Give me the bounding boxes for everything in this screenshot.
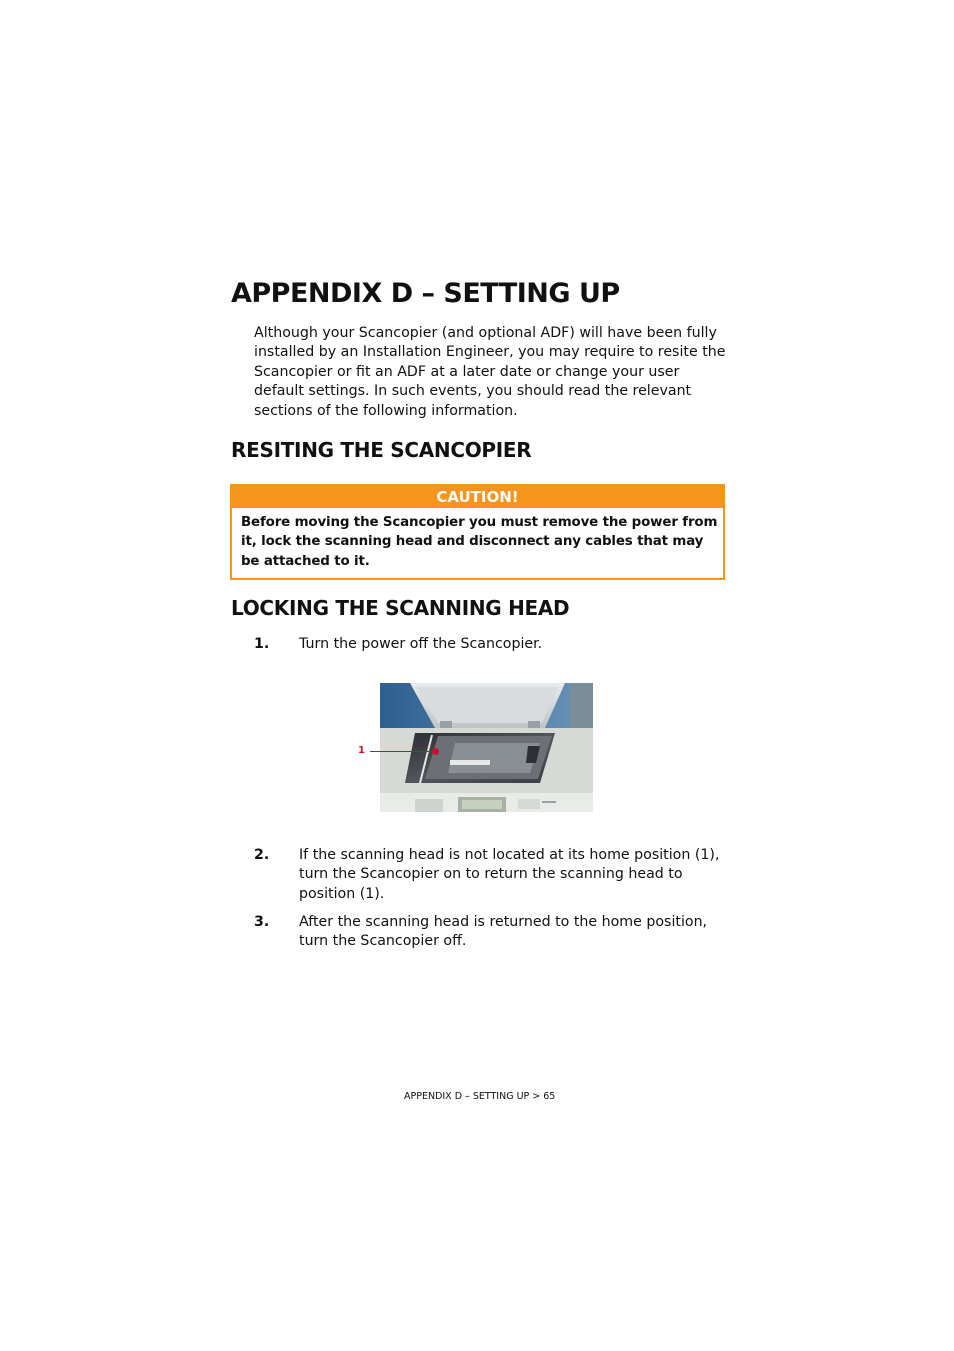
step-text: Turn the power off the Scancopier. (299, 636, 543, 652)
step-number: 1. (254, 636, 270, 652)
page-footer: APPENDIX D – SETTING UP > 65 (404, 1091, 556, 1102)
step-text: After the scanning head is returned to the home position, turn the Scancopier off. (299, 914, 708, 950)
callout-number: 1 (358, 745, 365, 756)
step-number: 3. (254, 914, 270, 930)
step-number: 2. (254, 847, 270, 863)
caution-text: Before moving the Scancopier you must remove the power from it, lock the scanning head and disconnect any cables that may be attached to it. (241, 515, 718, 569)
section-heading-resiting: RESITING THE SCANCOPIER (231, 438, 532, 462)
page-title: APPENDIX D – SETTING UP (231, 278, 620, 309)
caution-box (230, 484, 725, 580)
scanner-photo (380, 683, 593, 812)
callout-dot (432, 748, 439, 755)
intro-paragraph: Although your Scancopier (and optional ADF) will have been fully installed by an Installation Engineer, you may require to resite the Scancopier or fit an ADF at a later date or change your user default settings. In such events, you should read the relevant sections of the following information. (254, 325, 726, 419)
step-text: If the scanning head is not located at its home position (1), turn the Scancopier on to return the scanning head to position (1). (299, 847, 720, 902)
caution-label: CAUTION! (232, 486, 723, 508)
callout-line (370, 751, 436, 752)
section-heading-locking: LOCKING THE SCANNING HEAD (231, 596, 570, 620)
